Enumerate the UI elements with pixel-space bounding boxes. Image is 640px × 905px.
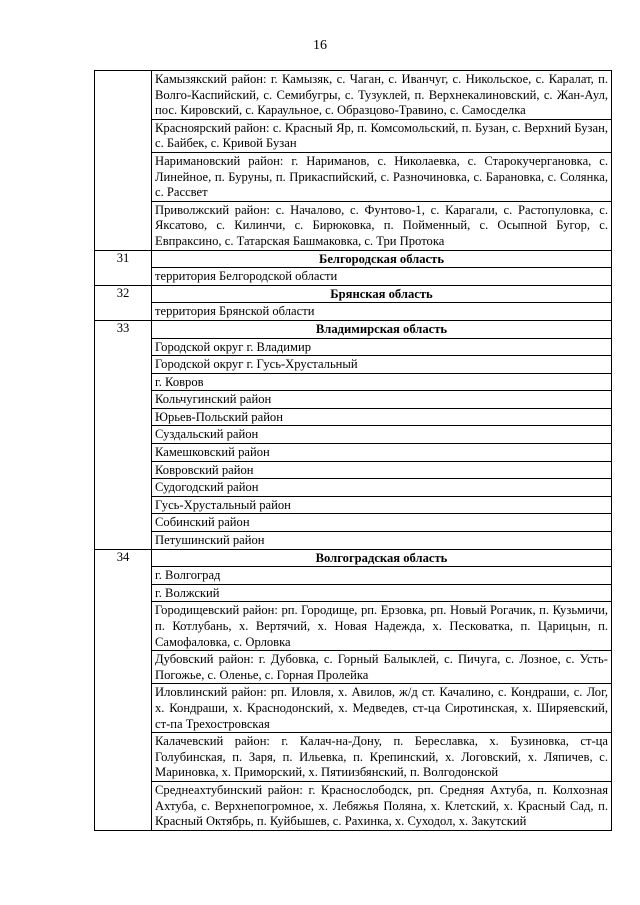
table-row — [95, 426, 612, 444]
area-description: Дубовский район: г. Дубовка, с. Горный Балыклей, с. Пичуга, с. Лозное, с. Усть-Погожье, с. Оленье, с. Горная Пролейка — [152, 651, 612, 684]
table-row — [95, 514, 612, 532]
area-description: Юрьев-Польский район — [152, 408, 612, 426]
page-number: 16 — [313, 38, 327, 53]
row-number: 31 — [95, 250, 152, 285]
area-description: Городищевский район: рп. Городище, рп. Ерзовка, рп. Новый Рогачик, п. Кузьмичи, п. Котлубань, х. Вертячий, х. Новая Надежда, х. Песковатка, п. Царицын, п. Самофаловка, с. Орловка — [152, 602, 612, 651]
area-description: Суздальский район — [152, 426, 612, 444]
area-description: Городской округ г. Владимир — [152, 338, 612, 356]
area-description: Наримановский район: г. Нариманов, с. Николаевка, с. Старокучергановка, с. Линейное, п. Буруны, п. Прикаспийский, с. Разночиновка, с. Барановка, с. Солянка, с. Рассвет — [152, 152, 612, 201]
region-header-row — [95, 549, 612, 567]
row-number: 33 — [95, 320, 152, 549]
table-row — [95, 356, 612, 374]
area-description: Калачевский район: г. Калач-на-Дону, п. Береславка, х. Бузиновка, ст-ца Голубинская, п. Заря, п. Ильевка, п. Крепинский, х. Логовский, х. Ляпичев, с. Мариновка, х. Приморский, х. Пятиизбянский, п. Волгодонской — [152, 733, 612, 782]
table-row — [95, 461, 612, 479]
area-description: Приволжский район: с. Началово, с. Фунтово-1, с. Карагали, с. Растопуловка, с. Яксатово, с. Килинчи, с. Бирюковка, п. Пойменный, с. Осыпной Бугор, с. Евпраксино, с. Татарская Башмаковка, с. Три Протока — [152, 201, 612, 250]
region-header-row — [95, 285, 612, 303]
table-row — [95, 781, 612, 830]
table-row — [95, 684, 612, 733]
area-description: Среднеахтубинский район: г. Краснослободск, рп. Средняя Ахтуба, п. Колхозная Ахтуба, с. Верхнепогромное, х. Лебяжья Поляна, х. Клетский, х. Красный Сад, п. Красный Октябрь, п. Куйбышев, с. Рахинка, х. Суходол, х. Закутский — [152, 781, 612, 830]
area-description: Ковровский район — [152, 461, 612, 479]
table-row — [95, 733, 612, 782]
table-row — [95, 338, 612, 356]
region-name: Белгородская область — [152, 250, 612, 268]
area-description: Гусь-Хрустальный район — [152, 496, 612, 514]
region-header-row — [95, 320, 612, 338]
area-description: Иловлинский район: рп. Иловля, х. Авилов, ж/д ст. Качалино, с. Кондраши, с. Лог, х. Кондраши, х. Краснодонский, х. Медведев, ст-ца Сиротинская, х. Ширяевский, ст-па Трехостровская — [152, 684, 612, 733]
area-description: Камызякский район: г. Камызяк, с. Чаган, с. Иванчуг, с. Никольское, с. Каралат, п. Волго-Каспийский, с. Семибугры, с. Тузуклей, п. Верхнекалиновский, с. Жан-Аул, пос. Кировский, с. Караульное, с. Образцово-Травино, с. Самосделка — [152, 71, 612, 120]
table-row — [95, 479, 612, 497]
area-description: территория Белгородской области — [152, 268, 612, 286]
row-number: 32 — [95, 285, 152, 320]
table-row — [95, 119, 612, 152]
area-description: г. Волжский — [152, 584, 612, 602]
table-row — [95, 496, 612, 514]
table-row — [95, 567, 612, 585]
region-name: Волгоградская область — [152, 549, 612, 567]
row-number: 34 — [95, 549, 152, 830]
area-description: Красноярский район: с. Красный Яр, п. Комсомольский, п. Бузан, с. Верхний Бузан, с. Байбек, с. Кривой Бузан — [152, 119, 612, 152]
area-description: Камешковский район — [152, 444, 612, 462]
table-row — [95, 532, 612, 550]
table-row — [95, 408, 612, 426]
table-row — [95, 201, 612, 250]
settlements-table — [94, 70, 612, 831]
table-row — [95, 71, 612, 120]
region-name: Владимирская область — [152, 320, 612, 338]
area-description: Петушинский район — [152, 532, 612, 550]
table-row — [95, 651, 612, 684]
region-header-row — [95, 250, 612, 268]
area-description: Кольчугинский район — [152, 391, 612, 409]
table-row — [95, 152, 612, 201]
area-description: г. Ковров — [152, 373, 612, 391]
table-row — [95, 268, 612, 286]
area-description: г. Волгоград — [152, 567, 612, 585]
row-number — [95, 71, 152, 251]
table-row — [95, 373, 612, 391]
area-description: Судогодский район — [152, 479, 612, 497]
area-description: Городской округ г. Гусь-Хрустальный — [152, 356, 612, 374]
table-row — [95, 303, 612, 321]
table-row — [95, 602, 612, 651]
area-description: Собинский район — [152, 514, 612, 532]
table-row — [95, 444, 612, 462]
region-name: Брянская область — [152, 285, 612, 303]
area-description: территория Брянской области — [152, 303, 612, 321]
table-row — [95, 391, 612, 409]
table-row — [95, 584, 612, 602]
